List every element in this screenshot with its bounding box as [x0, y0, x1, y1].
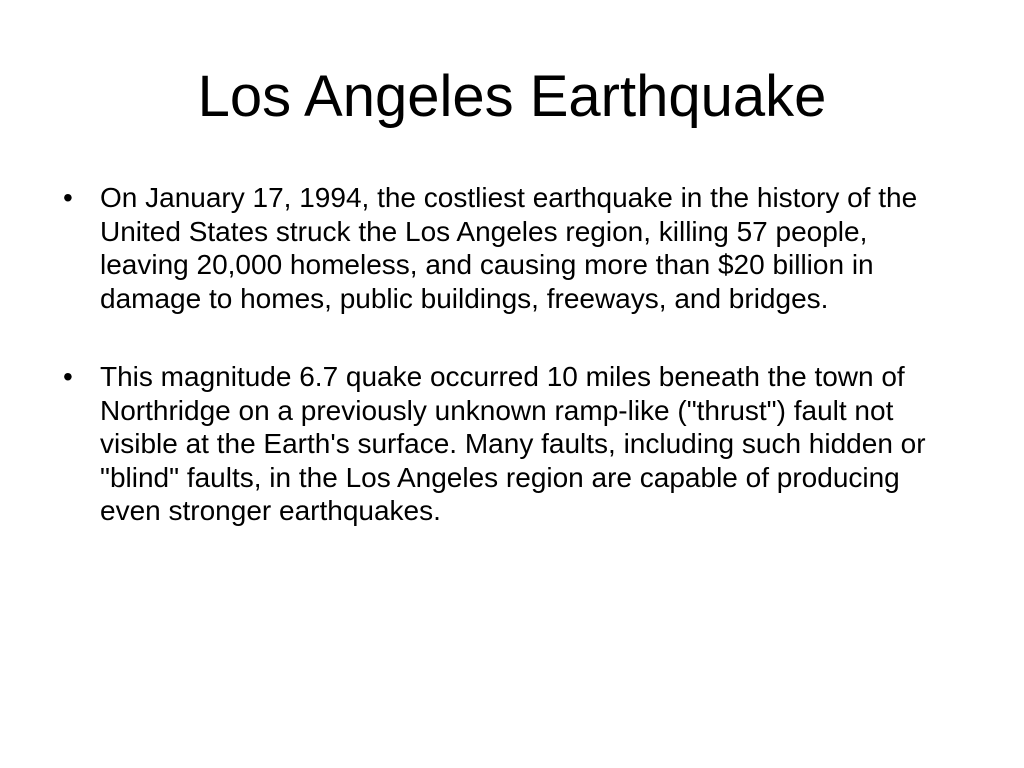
bullet-text: This magnitude 6.7 quake occurred 10 miles beneath the town of Northridge on a previously unknown ramp-like ("thrust") fault not visible at the Earth's surface. Many faults, including such hidden or "blind" faults, in the Los Angeles region are capable of producing even stronger earthquakes.	[100, 361, 926, 526]
bullet-dot-icon: •	[63, 182, 73, 213]
bullet-item	[63, 360, 953, 528]
bullet-item	[63, 181, 953, 315]
bullet-list	[63, 181, 953, 573]
bullet-text: On January 17, 1994, the costliest earthquake in the history of the United States struck the Los Angeles region, killing 57 people, leaving 20,000 homeless, and causing more than $20 billion in damage to homes, public buildings, freeways, and bridges.	[100, 182, 918, 314]
bullet-dot-icon: •	[63, 361, 73, 392]
slide-title: Los Angeles Earthquake	[197, 64, 827, 129]
